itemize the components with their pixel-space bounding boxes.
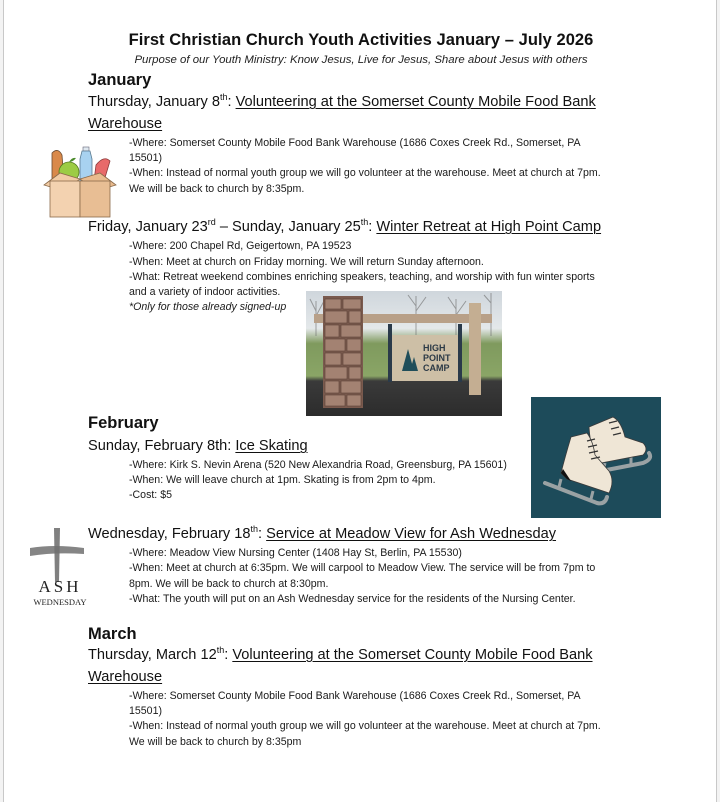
ice-skates-icon bbox=[531, 397, 661, 518]
date-ordinal: th bbox=[219, 92, 228, 102]
food-donation-box-icon bbox=[38, 145, 122, 219]
svg-text:CAMP: CAMP bbox=[423, 363, 450, 373]
event-title-link[interactable]: Service at Meadow View for Ash Wednesday bbox=[266, 526, 557, 542]
event-date: Wednesday, February 18 bbox=[88, 526, 251, 542]
event-note: *Only for those already signed-up bbox=[129, 301, 287, 313]
event-title-link[interactable]: Volunteering at the Somerset County Mobile Food Bank bbox=[232, 647, 593, 663]
svg-text:ASH: ASH bbox=[38, 577, 82, 596]
event-title-link[interactable]: Winter Retreat at High Point Camp bbox=[376, 219, 602, 235]
event-date: Thursday, March 12 bbox=[88, 647, 217, 663]
date-ordinal: rd bbox=[207, 217, 216, 227]
month-heading-march: March bbox=[88, 625, 137, 643]
event-title-link[interactable]: Volunteering at the Somerset County Mobile Food Bank bbox=[235, 94, 596, 110]
event-heading bbox=[88, 219, 601, 235]
event-heading bbox=[88, 526, 556, 542]
page-title: First Christian Church Youth Activities January – July 2026 bbox=[128, 31, 594, 49]
event-detail: 15501) bbox=[129, 705, 162, 717]
event-detail: -Where: Kirk S. Nevin Arena (520 New Alexandria Road, Greensburg, PA 15601) bbox=[129, 459, 507, 471]
event-detail: We will be back to church by 8:35pm bbox=[129, 736, 302, 748]
svg-text:POINT: POINT bbox=[423, 353, 451, 363]
event-detail: We will be back to church by 8:35pm. bbox=[129, 183, 305, 195]
event-heading bbox=[88, 438, 308, 454]
event-detail: 8pm. We will be back to church at 8:30pm. bbox=[129, 578, 329, 590]
document-page bbox=[3, 0, 717, 802]
high-point-camp-sign-photo bbox=[306, 291, 502, 416]
date-ordinal: th bbox=[360, 217, 369, 227]
event-title-link-cont[interactable]: Warehouse bbox=[88, 116, 163, 132]
separator: : bbox=[227, 94, 236, 110]
event-date-end: – Sunday, January 25 bbox=[215, 219, 361, 235]
separator: : bbox=[227, 438, 236, 454]
event-date: Sunday, February 8th bbox=[88, 438, 228, 454]
event-detail: -When: Instead of normal youth group we will go volunteer at the warehouse. Meet at church at 7pm. bbox=[129, 167, 601, 179]
event-detail: -When: Instead of normal youth group we will go volunteer at the warehouse. Meet at church at 7pm. bbox=[129, 720, 601, 732]
event-detail: -Where: 200 Chapel Rd, Geigertown, PA 19523 bbox=[129, 240, 352, 252]
ash-wednesday-cross-icon bbox=[24, 526, 96, 610]
month-heading-january: January bbox=[88, 71, 152, 89]
month-heading-february: February bbox=[88, 414, 159, 432]
event-detail: -Cost: $5 bbox=[129, 489, 172, 501]
event-detail: -Where: Meadow View Nursing Center (1408 Hay St, Berlin, PA 15530) bbox=[129, 547, 462, 559]
svg-text:HIGH: HIGH bbox=[423, 343, 446, 353]
event-date: Friday, January 23 bbox=[88, 219, 208, 235]
svg-text:WEDNESDAY: WEDNESDAY bbox=[33, 597, 87, 607]
page-subtitle: Purpose of our Youth Ministry: Know Jesus, Live for Jesus, Share about Jesus with others bbox=[134, 54, 588, 66]
separator: : bbox=[368, 219, 377, 235]
event-detail: -Where: Somerset County Mobile Food Bank Warehouse (1686 Coxes Creek Rd., Somerset, PA bbox=[129, 690, 581, 702]
event-detail: -When: We will leave church at 1pm. Skating is from 2pm to 4pm. bbox=[129, 474, 436, 486]
date-ordinal: th bbox=[250, 524, 259, 534]
event-detail: -What: The youth will put on an Ash Wednesday service for the residents of the Nursing Center. bbox=[129, 593, 576, 605]
separator: : bbox=[258, 526, 267, 542]
event-title-link-cont[interactable]: Warehouse bbox=[88, 669, 163, 685]
event-detail: 15501) bbox=[129, 152, 162, 164]
event-heading bbox=[88, 647, 593, 663]
event-detail: and a variety of indoor activities. bbox=[129, 286, 281, 298]
event-detail: -When: Meet at church on Friday morning. We will return Sunday afternoon. bbox=[129, 256, 484, 268]
event-detail: -Where: Somerset County Mobile Food Bank Warehouse (1686 Coxes Creek Rd., Somerset, PA bbox=[129, 137, 581, 149]
event-detail: -When: Meet at church at 6:35pm. We will carpool to Meadow View. The service will be from 7pm to bbox=[129, 562, 596, 574]
event-detail: -What: Retreat weekend combines enriching speakers, teaching, and worship with fun winter sports bbox=[129, 271, 595, 283]
date-ordinal: th bbox=[216, 645, 225, 655]
event-heading bbox=[88, 94, 596, 110]
separator: : bbox=[224, 647, 233, 663]
event-date: Thursday, January 8 bbox=[88, 94, 220, 110]
event-title-link[interactable]: Ice Skating bbox=[235, 438, 308, 454]
